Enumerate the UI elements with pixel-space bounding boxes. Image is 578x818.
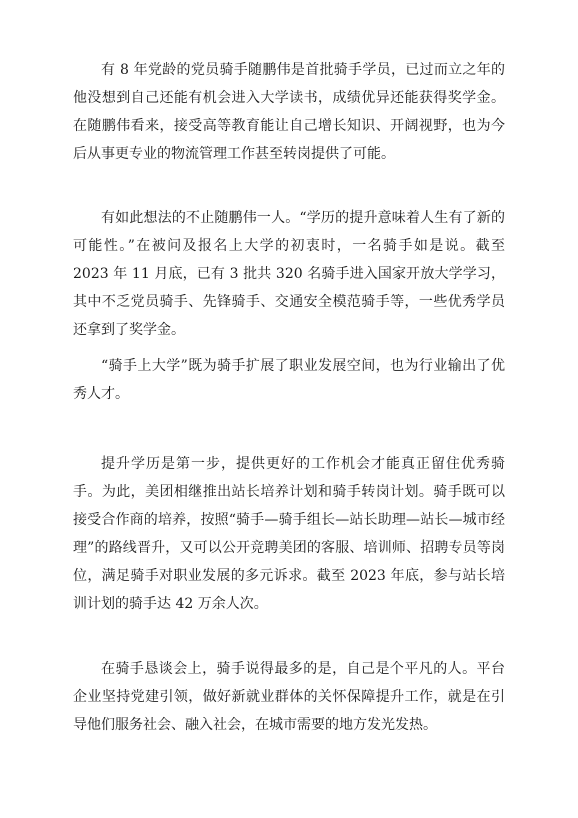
paragraph-4: 提升学历是第一步，提供更好的工作机会才能真正留住优秀骑手。为此，美团相继推出站长培养计划和骑手转岗计划。骑手既可以接受合作商的培养，按照“骑手—骑手组长—站长助理—站长—城市经理”的路线晋升，又可以公开竞聘美团的客服、培训师、招聘专员等岗位，满足骑手对职业发展的多元诉求。截至 2023 年底，参与站长培训计划的骑手达 42 万余人次。 xyxy=(73,456,505,612)
paragraph-2: 有如此想法的不止随鹏伟一人。“学历的提升意味着人生有了新的可能性。”在被问及报名上大学的初衷时，一名骑手如是说。截至 2023 年 11 月底，已有 3 批共 320 名骑手进入国家开放大学学习，其中不乏党员骑手、先锋骑手、交通安全模范骑手等，一些优秀学员还拿到了奖学金。 xyxy=(73,210,505,338)
paragraph-3: “骑手上大学”既为骑手扩展了职业发展空间，也为行业输出了优秀人才。 xyxy=(73,358,505,402)
paragraph-5: 在骑手恳谈会上，骑手说得最多的是，自己是个平凡的人。平台企业坚持党建引领，做好新就业群体的关怀保障提升工作，就是在引导他们服务社会、融入社会，在城市需要的地方发光发热。 xyxy=(73,661,505,733)
paragraph-1: 有 8 年党龄的党员骑手随鹏伟是首批骑手学员，已过而立之年的他没想到自己还能有机会进入大学读书，成绩优异还能获得奖学金。在随鹏伟看来，接受高等教育能让自己增长知识、开阔视野，也为今后从事更专业的物流管理工作甚至转岗提供了可能。 xyxy=(73,62,505,162)
